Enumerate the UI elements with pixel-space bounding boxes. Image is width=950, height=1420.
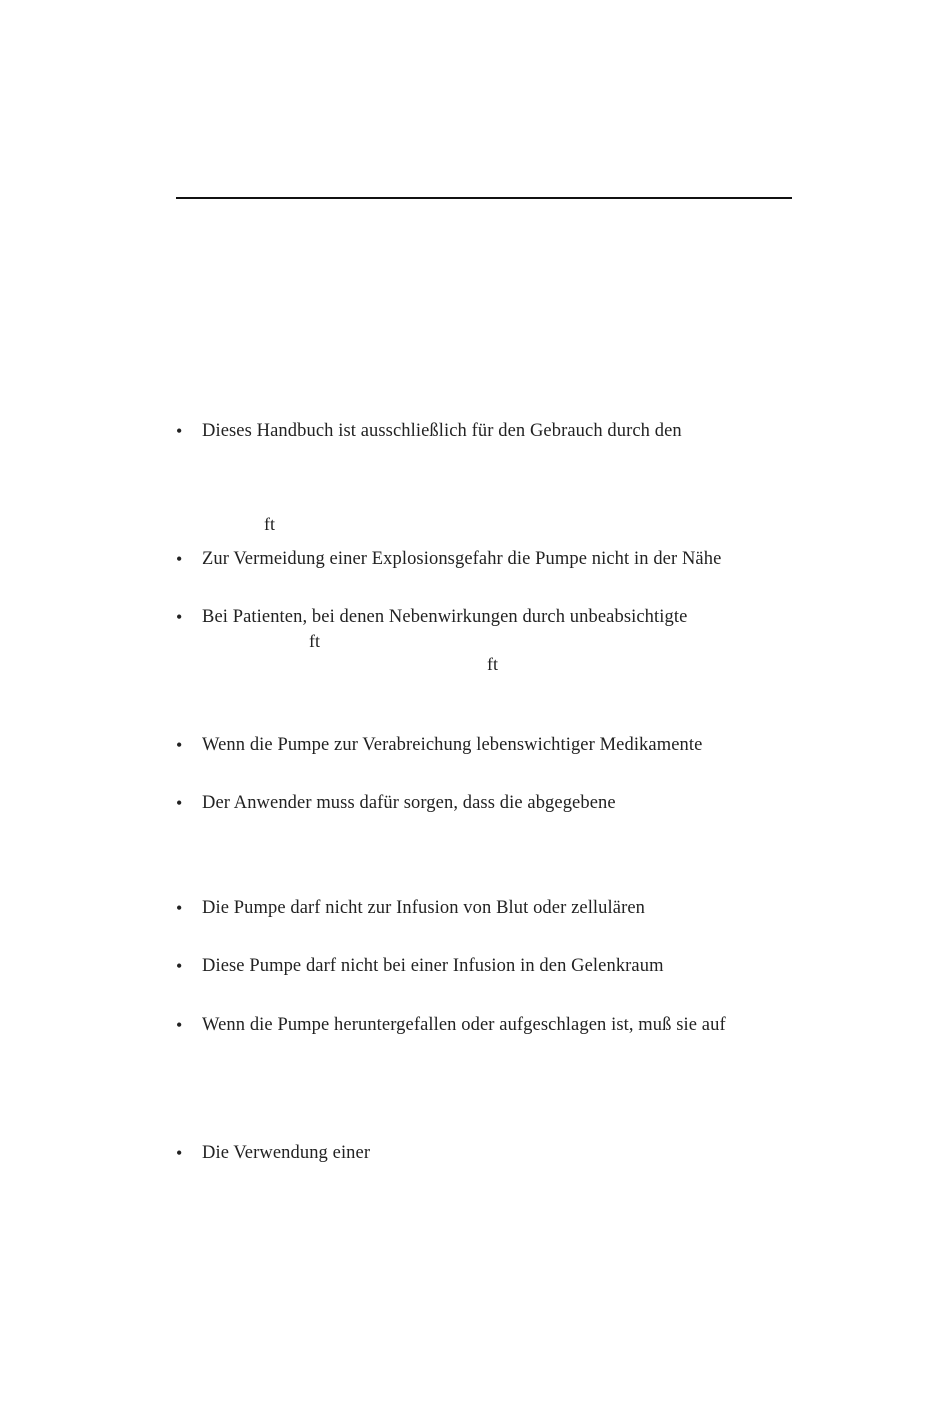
list-item-text-5: Der Anwender muss dafür sorgen, dass die abgegebene [202,793,616,813]
header-rule [176,197,792,199]
ligature-fragment-1: ft [264,514,275,534]
list-item-text-4: Wenn die Pumpe zur Verabreichung lebenswichtiger Medikamente [202,735,703,755]
list-item-text-8: Wenn die Pumpe heruntergefallen oder aufgeschlagen ist, muß sie auf [202,1015,726,1035]
bullet-marker: • [176,956,183,976]
bullet-marker: • [176,898,183,918]
bullet-marker: • [176,607,183,627]
list-item-text-2: Zur Vermeidung einer Explosionsgefahr die Pumpe nicht in der Nähe [202,549,722,569]
bullet-marker: • [176,549,183,569]
list-item-text-9: Die Verwendung einer [202,1143,371,1163]
bullet-marker: • [176,1143,183,1163]
ligature-fragment-2: ft [309,631,320,651]
list-item-text-1: Dieses Handbuch ist ausschließlich für den Gebrauch durch den [202,421,682,441]
ligature-fragment-3: ft [487,654,498,674]
list-item-text-3: Bei Patienten, bei denen Nebenwirkungen durch unbeabsichtigte [202,607,688,627]
bullet-marker: • [176,1015,183,1035]
bullet-marker: • [176,421,183,441]
list-item-text-7: Diese Pumpe darf nicht bei einer Infusion in den Gelenkraum [202,956,664,976]
bullet-marker: • [176,793,183,813]
bullet-marker: • [176,735,183,755]
list-item-text-6: Die Pumpe darf nicht zur Infusion von Blut oder zellulären [202,898,645,918]
